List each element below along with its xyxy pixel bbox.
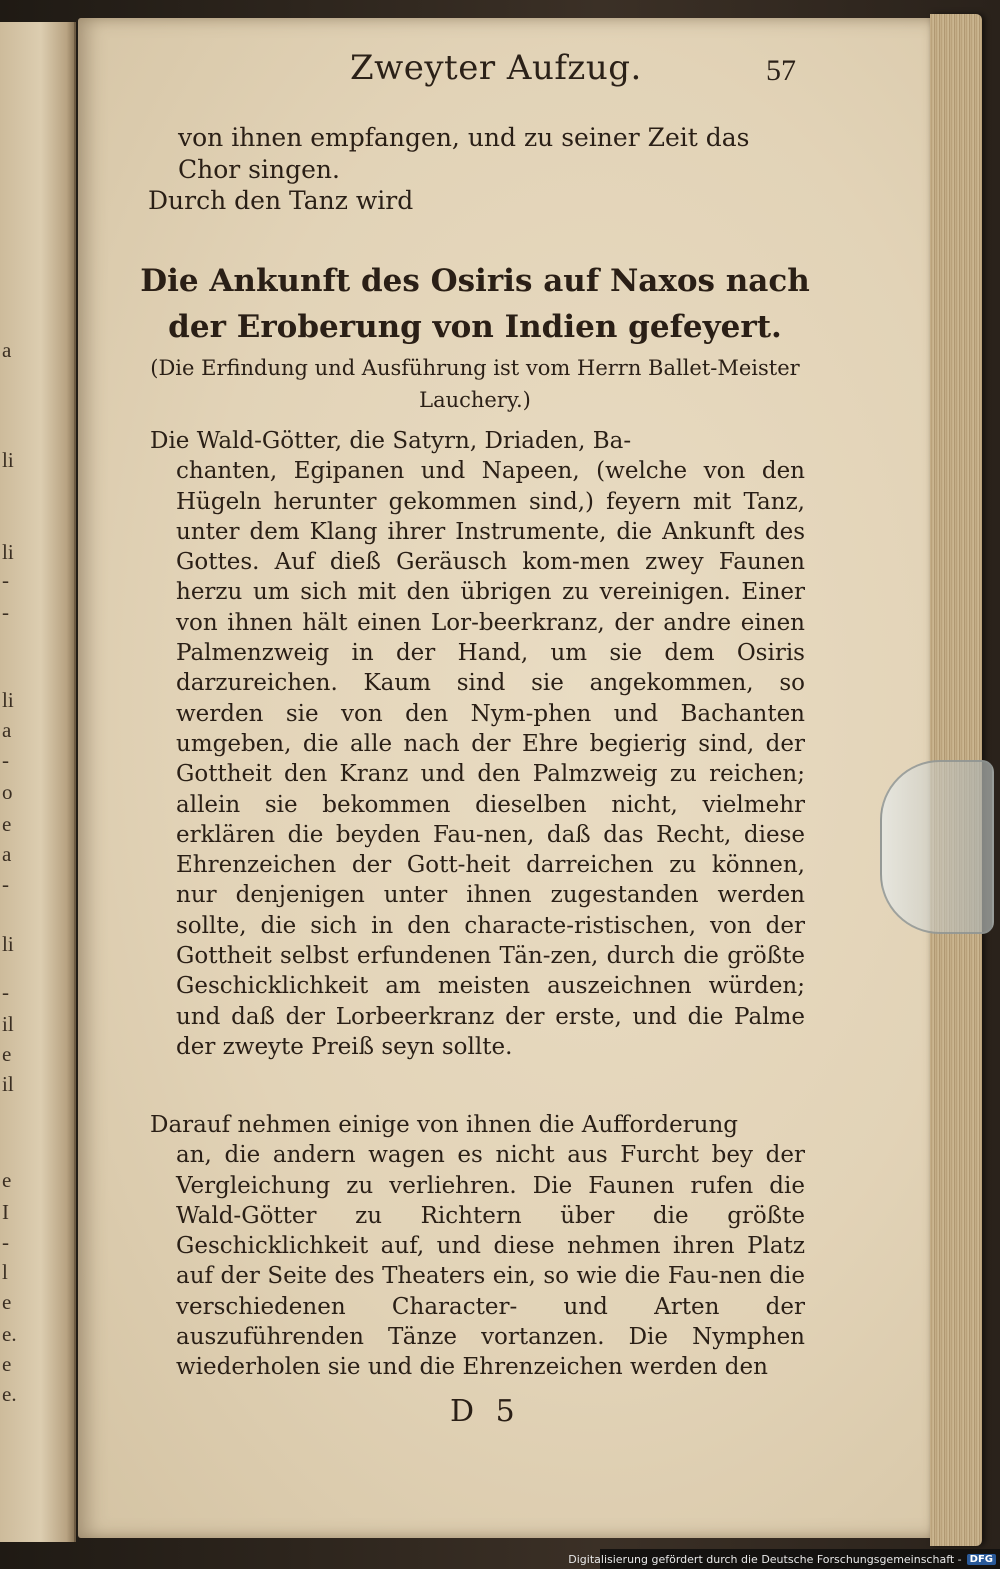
paragraph-1-lead: Die Wald-Götter, die Satyrn, Driaden, Ba- — [150, 428, 632, 454]
running-head-title: Zweyter Aufzug. — [350, 48, 642, 88]
margin-fragment: - — [2, 1230, 9, 1254]
paragraph-1-body: chanten, Egipanen und Napeen, (welche von den Hügeln herunter gekommen sind,) feyern mit Tanz, unter dem Klang ihrer Instrumente, die Ankunft des Gottes. Auf dieß Geräusch kom-men zwey Faunen herzu um sich mit den übrigen zu vereinigen. Einer von ihnen hält einen Lor-beerkranz, der andre einen Palmenzweig in der Hand, um sie dem Osiris darzureichen. Kaum sind sie angekommen, so werden sie von den Nym-phen und Bachanten umgeben, die alle nach der Ehre begierig sind, der Gottheit den Kranz und den Palmzweig zu reichen; allein sie bekommen dieselben nicht, vielmehr erklären die beyden Fau-nen, daß das Recht, diese Ehrenzeichen der Gott-heit darreichen zu können, nur denjenigen unter ihnen zugestanden werden sollte, die sich in den characte-ristischen, von der Gottheit selbst erfundenen Tän-zen, durch die größte Geschicklichkeit am meisten auszeichnen würden; und daß der Lorbeerkranz der erste, und die Palme der zweyte Preiß seyn sollte. — [176, 458, 805, 1060]
section-heading: Die Ankunft des Osiris auf Naxos nach der Eroberung von Indien gefeyert. — [140, 263, 810, 345]
margin-fragment: a — [2, 718, 12, 742]
signature-mark: D 5 — [450, 1394, 521, 1429]
margin-fragment: I — [2, 1200, 9, 1224]
margin-fragment: - — [2, 568, 9, 592]
margin-fragment: li — [2, 932, 14, 956]
margin-fragment: - — [2, 600, 9, 624]
paragraph-2-body: an, die andern wagen es nicht aus Furcht bey der Vergleichung zu verliehren. Die Faunen rufen die Wald-Götter zu Richtern über die größte Geschicklichkeit auf, und diese nehmen ihren Platz auf der Seite des Theaters ein, so wie die Fau-nen die verschiedenen Character- und Arten der auszuführenden Tänze vortanzen. Die Nymphen wiederholen sie und die Ehrenzeichen werden den — [176, 1142, 805, 1381]
margin-fragment: e — [2, 1168, 12, 1192]
margin-fragment: li — [2, 688, 14, 712]
margin-fragment: li — [2, 540, 14, 564]
previous-page-edge — [0, 22, 76, 1542]
margin-fragment: l — [2, 1260, 8, 1284]
margin-fragment: il — [2, 1072, 14, 1096]
paragraph-2-lead: Darauf nehmen einige von ihnen die Aufforderung — [150, 1112, 739, 1138]
page-number: 57 — [766, 54, 796, 87]
attribution-note: (Die Erfindung und Ausführung ist vom Herrn Ballet-Meister Lauchery.) — [150, 356, 800, 412]
margin-fragment: a — [2, 338, 12, 362]
paragraph-2 — [150, 1110, 805, 1383]
continuation-text: von ihnen empfangen, und zu seiner Zeit das Chor singen. — [178, 123, 750, 184]
margin-fragment: - — [2, 872, 9, 896]
digitization-footer — [568, 1549, 1000, 1569]
paragraph-1 — [150, 426, 805, 1062]
margin-fragment: li — [2, 448, 14, 472]
margin-fragment: e — [2, 1352, 12, 1376]
margin-fragment: - — [2, 980, 9, 1004]
footer-text: Digitalisierung gefördert durch die Deutsche Forschungsgemeinschaft - — [568, 1552, 962, 1566]
dfg-logo: DFG — [967, 1554, 996, 1565]
page-clip — [880, 760, 994, 934]
margin-fragment: e — [2, 1042, 12, 1066]
margin-fragment: o — [2, 780, 13, 804]
margin-fragment: e. — [2, 1322, 17, 1346]
margin-fragment: e. — [2, 1382, 17, 1406]
margin-fragment: - — [2, 748, 9, 772]
margin-fragment: a — [2, 842, 12, 866]
intro-line: Durch den Tanz wird — [148, 186, 414, 215]
margin-fragment: e — [2, 812, 12, 836]
margin-fragment: il — [2, 1012, 14, 1036]
running-head — [0, 48, 1000, 98]
margin-fragment: e — [2, 1290, 12, 1314]
